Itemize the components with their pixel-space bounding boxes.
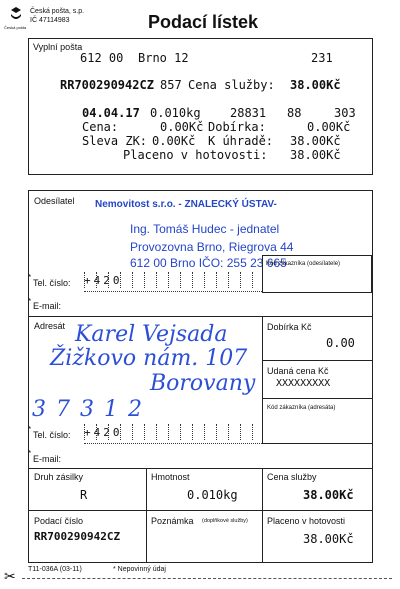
optional-note: * Nepovinný údaj xyxy=(113,566,166,573)
receipt-office: Brno 12 xyxy=(138,51,189,65)
receipt-service-code: 857 xyxy=(160,78,182,92)
addressee-udana-value: XXXXXXXXX xyxy=(276,378,331,389)
receipt-kuhrade-label: K úhradě: xyxy=(208,134,274,148)
receipt-num1: 28831 xyxy=(230,106,267,120)
form-code: T11-036A (03-11) xyxy=(28,566,82,573)
addressee-customer-code-label: Kód zákazníka (adresáta) xyxy=(267,405,336,411)
receipt-num2: 88 xyxy=(287,106,302,120)
sender-email-star: * xyxy=(28,297,32,306)
sender-stamp-name: Ing. Tomáš Hudec - jednatel xyxy=(130,222,280,236)
poznamka-sub: (doplňkové služby) xyxy=(202,518,248,524)
addressee-label: Adresát xyxy=(34,321,66,331)
receipt-placeno-label: Placeno v hotovosti: xyxy=(123,148,268,162)
sender-phone-prefix: +420 xyxy=(84,274,123,287)
druh-label: Druh zásilky xyxy=(34,472,84,482)
receipt-sleva-value: 0.00Kč xyxy=(152,134,196,148)
addressee-postcode: 37312 xyxy=(32,397,152,422)
receipt-cena-label: Cena: xyxy=(82,120,119,134)
poznamka-label: Poznámka xyxy=(151,516,194,526)
receipt-kuhrade-value: 38.00Kč xyxy=(290,134,341,148)
receipt-dobirka-value: 0.00Kč xyxy=(307,120,351,134)
addressee-dobirka-label: Dobírka Kč xyxy=(267,322,312,332)
receipt-postcode: 612 00 xyxy=(80,51,124,65)
addressee-email-star: * xyxy=(28,449,32,458)
cena-sluzby-value: 38.00Kč xyxy=(303,488,354,502)
addressee-email-label: E-mail: xyxy=(33,454,62,464)
scissors-icon: ✂ xyxy=(4,568,16,584)
page-title: Podací lístek xyxy=(148,12,259,32)
sender-customer-code-label: Kód zákazníka (odesílatele) xyxy=(266,261,341,267)
post-name: Česká pošta, s.p. xyxy=(30,8,85,15)
hmotnost-value: 0.010kg xyxy=(187,488,238,502)
placeno-value: 38.00Kč xyxy=(303,532,354,546)
receipt-cena-value: 0.00Kč xyxy=(160,120,204,134)
druh-value: R xyxy=(80,488,88,502)
receipt-price-label: Cena služby: xyxy=(188,78,275,92)
sender-stamp-company: Nemovitost s.r.o. - ZNALECKÝ ÚSTAV- xyxy=(95,199,277,210)
receipt-tracking: RR700290942CZ xyxy=(60,78,154,92)
receipt-price-value: 38.00Kč xyxy=(290,78,341,92)
addressee-phone-prefix: +420 xyxy=(84,426,123,439)
addressee-name: Karel Vejsada xyxy=(75,322,228,347)
placeno-label: Placeno v hotovosti xyxy=(267,516,346,526)
addressee-phone-boxes xyxy=(84,424,262,444)
receipt-sleva-label: Sleva ZK: xyxy=(82,134,148,148)
receipt-office-no: 231 xyxy=(311,51,333,65)
addressee-city: Borovany xyxy=(150,371,256,396)
cut-line xyxy=(22,578,392,579)
hmotnost-label: Hmotnost xyxy=(151,472,190,482)
sender-phone-boxes xyxy=(84,272,262,292)
postal-logo xyxy=(8,5,24,25)
addressee-street: Žižkovo nám. 107 xyxy=(50,346,248,371)
sender-phone-star: * xyxy=(28,273,32,282)
podaci-label: Podací číslo xyxy=(34,516,84,526)
sender-stamp-city: 612 00 Brno IČO: 255 23 665 xyxy=(130,256,287,270)
receipt-date: 04.04.17 xyxy=(82,106,140,120)
cena-sluzby-label: Cena služby xyxy=(267,472,317,482)
podaci-value: RR700290942CZ xyxy=(34,530,121,543)
receipt-weight: 0.010kg xyxy=(150,106,201,120)
sender-email-label: E-mail: xyxy=(33,301,62,311)
addressee-udana-label: Udaná cena Kč xyxy=(267,366,329,376)
logo-text: Česká pošta xyxy=(4,25,27,30)
addressee-dobirka-value: 0.00 xyxy=(326,336,355,350)
addressee-phone-star: * xyxy=(28,425,32,434)
receipt-num3: 303 xyxy=(334,106,356,120)
addressee-phone-label: Tel. číslo: xyxy=(33,430,71,440)
sender-phone-label: Tel. číslo: xyxy=(33,278,71,288)
sender-stamp-address: Provozovna Brno, Riegrova 44 xyxy=(130,240,294,254)
post-ic: IČ 47114983 xyxy=(30,17,70,24)
receipt-dobirka-label: Dobírka: xyxy=(208,120,266,134)
sender-label: Odesílatel xyxy=(34,196,75,206)
filled-by-post-label: Vyplní pošta xyxy=(33,42,83,52)
receipt-placeno-value: 38.00Kč xyxy=(290,148,341,162)
